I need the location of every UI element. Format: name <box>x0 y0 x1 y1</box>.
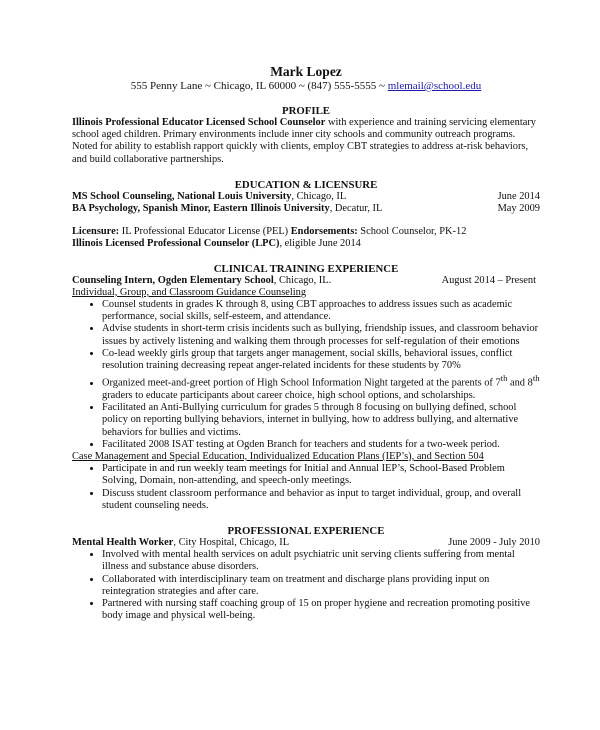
licensure-line <box>72 226 540 238</box>
clinical-subheading: Individual, Group, and Classroom Guidance Counseling <box>72 286 307 298</box>
contact-text: 555 Penny Lane ~ Chicago, IL 60000 ~ (847) 555-5555 ~ <box>130 80 388 92</box>
list-item: • Advise students in short-term crisis incidents such as bullying, friendship issues, and classroom behavior issues by actively listening and walking them through processes for self-regulation of their emotions <box>102 323 540 347</box>
list-item: • Collaborated with interdisciplinary team on treatment and discharge plans providing input on reintegration strategies and after care. <box>102 574 540 598</box>
endorsements-text: School Counselor, PK-12 <box>357 226 467 238</box>
licensure-label: Licensure: <box>72 226 120 238</box>
degree-location: , Chicago, IL <box>291 190 347 202</box>
degree-name: MS School Counseling, National Louis University <box>72 190 292 202</box>
professional-date: June 2009 - July 2010 <box>448 536 540 548</box>
degree-row <box>72 203 540 215</box>
lpc-label: Illinois Licensed Professional Counselor (LPC) <box>72 238 280 250</box>
endorsements-label: Endorsements: <box>290 226 358 238</box>
list-item: • Facilitated an Anti-Bullying curriculum for grades 5 through 8 focusing on bullying defined, school policy on reporting bullying behaviors, internet in bullying, how to address bullying, and alternative behaviors for bullies and victims. <box>102 402 540 439</box>
clinical-role-row <box>72 275 540 287</box>
ordinal-suffix: th <box>532 373 540 384</box>
clinical-date: August 2014 – Present <box>441 274 536 286</box>
professional-location: , City Hospital, Chicago, IL <box>173 536 290 548</box>
degree-entry <box>72 203 382 215</box>
list-item: • Counsel students in grades K through 8, using CBT approaches to address issues such as academic performance, social skills, self-esteem, and attendance. <box>102 299 540 323</box>
education-heading: EDUCATION & LICENSURE <box>234 178 378 191</box>
bullet-text: and 8 <box>507 377 533 389</box>
ordinal-suffix: th <box>500 373 508 384</box>
list-item: • Partnered with nursing staff coaching group of 15 on proper hygiene and recreation promoting positive body image and physical well-being. <box>102 598 540 622</box>
list-item: • Facilitated 2008 ISAT testing at Ogden Branch for teachers and students for a two-week period. <box>102 439 540 451</box>
email-link[interactable]: mlemail@school.edu <box>387 80 482 92</box>
candidate-name: Mark Lopez <box>270 64 342 79</box>
contact-line <box>72 80 540 93</box>
degree-date: June 2014 <box>497 190 540 202</box>
degree-name: BA Psychology, Spanish Minor, Eastern Illinois University <box>72 203 330 215</box>
clinical-location: , Chicago, IL. <box>273 274 332 286</box>
list-item: • Discuss student classroom performance and behavior as input to target individual, group, and overall student counseling needs. <box>102 488 540 512</box>
lpc-line <box>72 238 540 250</box>
professional-heading: PROFESSIONAL EXPERIENCE <box>227 524 385 537</box>
degree-location: , Decatur, IL <box>329 203 383 215</box>
degree-entry <box>72 191 346 203</box>
case-management-subheading: Case Management and Special Education, Individualized Education Plans (IEP’s), and Section 504 <box>72 450 484 462</box>
clinical-heading: CLINICAL TRAINING EXPERIENCE <box>213 262 399 275</box>
professional-bullet-list <box>72 549 540 622</box>
case-management-bullet-list <box>72 463 540 512</box>
licensure-text: IL Professional Educator License (PEL) <box>119 226 291 238</box>
profile-text: with experience and training servicing elementary school aged children. Primary environments include inner city schools and community outreach programs. Noted for ability to establish rapport quickly with clients, employ CBT strategies to address at-risk behaviors, and build collaborative partnerships. <box>72 117 536 165</box>
profile-title: Illinois Professional Educator Licensed School Counselor <box>72 117 326 128</box>
clinical-bullet-list <box>72 299 540 451</box>
list-item <box>102 372 540 402</box>
professional-role: Mental Health Worker <box>72 536 174 548</box>
professional-role-row <box>72 537 540 549</box>
profile-summary <box>72 117 540 166</box>
professional-role-entry <box>72 537 289 549</box>
bullet-text: graders to educate participants about career choice, high school options, and scholarships. <box>102 389 476 401</box>
degree-row <box>72 191 540 203</box>
lpc-text: , eligible June 2014 <box>279 238 361 250</box>
profile-heading: PROFILE <box>282 105 330 117</box>
degree-date: May 2009 <box>497 203 540 215</box>
list-item: • Co-lead weekly girls group that targets anger management, social skills, behavioral issues, conflict resolution training decreasing repeat anger-related incidents for these students by 70% <box>102 348 540 372</box>
bullet-text: Organized meet-and-greet portion of High School Information Night targeted at the parents of 7 <box>102 377 501 389</box>
list-item: • Involved with mental health services on adult psychiatric unit serving clients suffering from mental illness and substance abuse disorders. <box>102 549 540 573</box>
list-item: • Participate in and run weekly team meetings for Initial and Annual IEP’s, School-Based Problem Solving, Domain, non-attending, and speech-only meetings. <box>102 463 540 487</box>
clinical-role-entry <box>72 275 331 287</box>
clinical-role: Counseling Intern, Ogden Elementary School <box>72 274 274 286</box>
